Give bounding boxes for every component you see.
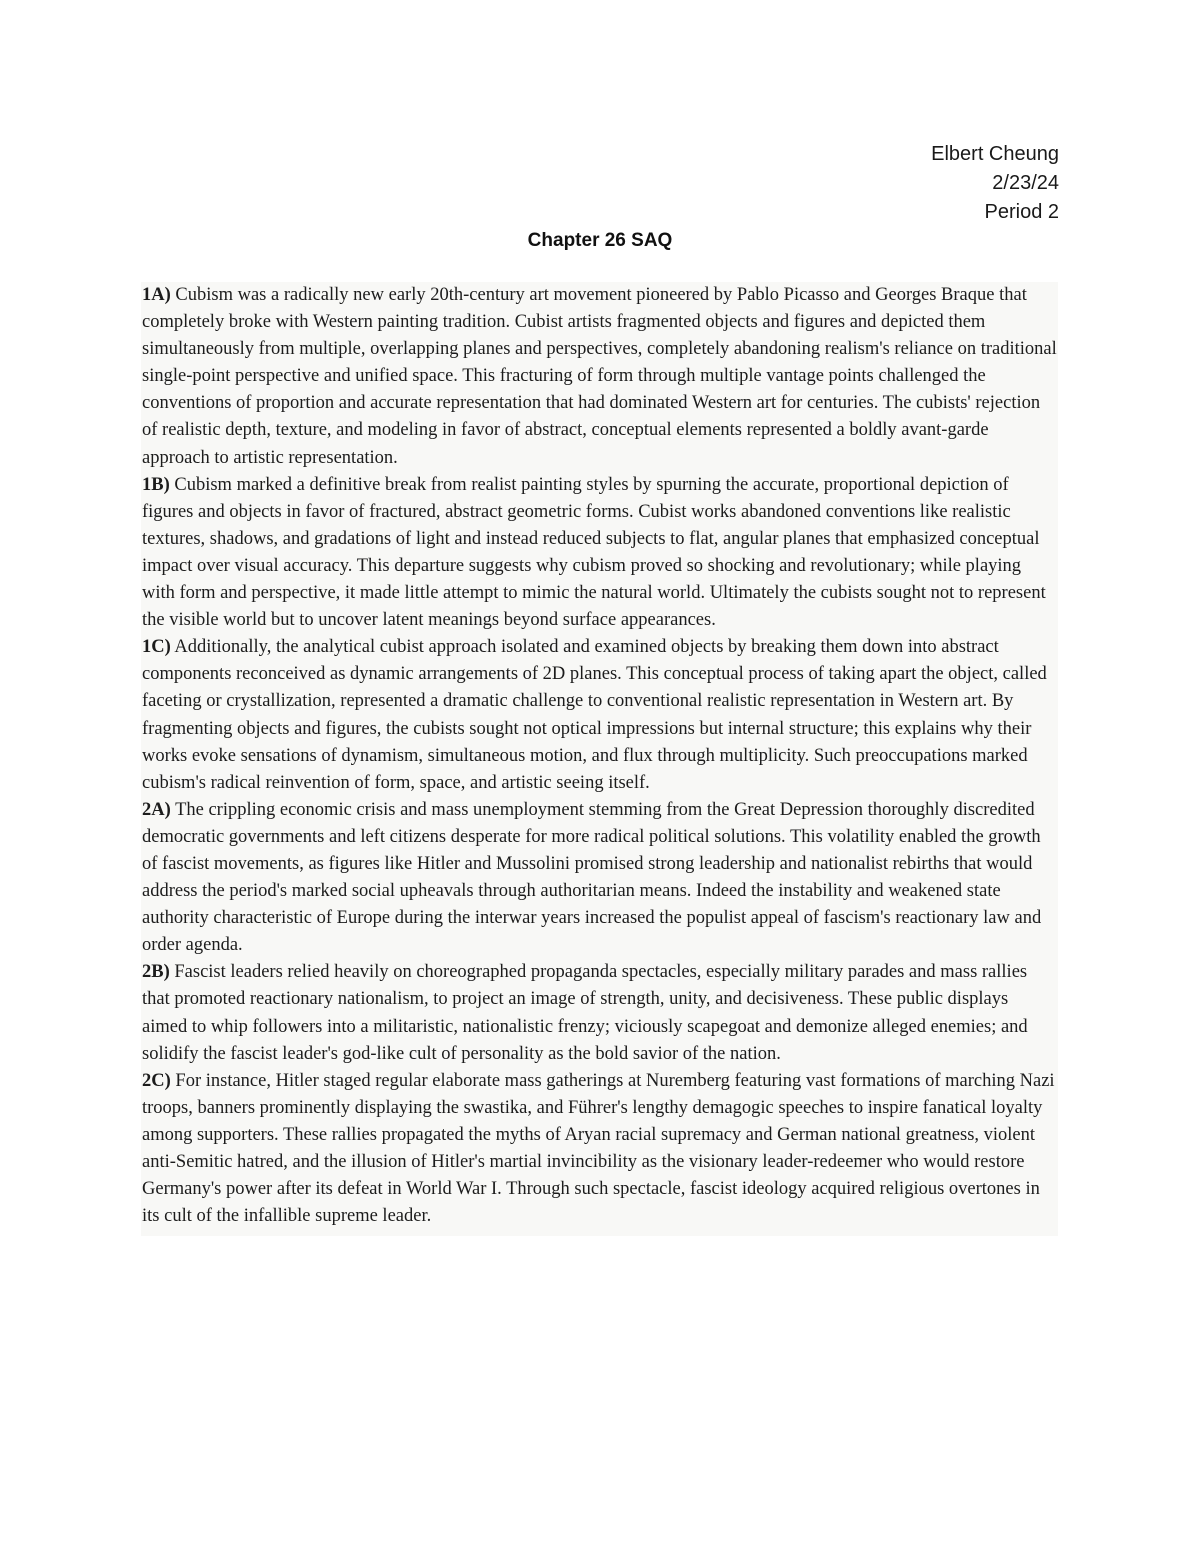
student-header <box>931 140 1059 227</box>
answer-text: Cubism marked a definitive break from realist painting styles by spurning the accurate, proportional depiction of figures and objects in favor of fractured, abstract geometric forms. Cubist works abandoned conventions like realistic textures, shadows, and gradations of light and instead reduced subjects to flat, angular planes that emphasized conceptual impact over visual accuracy. This departure suggests why cubism proved so shocking and revolutionary; while playing with form and perspective, it made little attempt to mimic the natural world. Ultimately the cubists sought not to represent the visible world but to uncover latent meanings beyond surface appearances. <box>142 474 1046 631</box>
answer-label: 1A) <box>142 285 171 305</box>
answer-label: 1B) <box>142 474 170 495</box>
assignment-date: 2/23/24 <box>992 172 1059 194</box>
answer-1a <box>141 282 1058 472</box>
student-name: Elbert Cheung <box>931 143 1059 165</box>
answer-2a <box>141 797 1058 960</box>
answer-text: For instance, Hitler staged regular elaborate mass gatherings at Nuremberg featuring vast formations of marching Nazi troops, banners prominently displaying the swastika, and Führer's lengthy demagogic speeches to inspire fanatical loyalty among supporters. These rallies propagated the myths of Aryan racial supremacy and German national greatness, violent anti-Semitic hatred, and the illusion of Hitler's martial invincibility as the visionary leader-redeemer who would restore Germany's power after its defeat in World War I. Through such spectacle, fascist ideology acquired religious overtones in its cult of the infallible supreme leader. <box>142 1070 1055 1227</box>
answer-label: 2C) <box>142 1070 171 1091</box>
answer-2c <box>141 1068 1058 1231</box>
answer-text: The crippling economic crisis and mass unemployment stemming from the Great Depression thoroughly discredited democratic governments and left citizens desperate for more radical political solutions. This volatility enabled the growth of fascist movements, as figures like Hitler and Mussolini promised strong leadership and nationalist rebirths that would address the period's marked social upheavals through authoritarian means. Indeed the instability and weakened state authority characteristic of Europe during the interwar years increased the populist appeal of fascism's reactionary law and order agenda. <box>142 799 1042 956</box>
answer-label: 1C) <box>142 637 171 658</box>
answer-label: 2B) <box>142 962 170 983</box>
answers-block <box>141 282 1058 1236</box>
answer-1b <box>141 472 1058 635</box>
answer-text: Fascist leaders relied heavily on choreographed propaganda spectacles, especially military parades and mass rallies that promoted reactionary nationalism, to project an image of strength, unity, and decisiveness. These public displays aimed to whip followers into a militaristic, nationalistic frenzy; viciously scapegoat and demonize alleged enemies; and solidify the fascist leader's god-like cult of personality as the bold savior of the nation. <box>142 962 1028 1064</box>
answer-text: Additionally, the analytical cubist approach isolated and examined objects by breaking them down into abstract components reconceived as dynamic arrangements of 2D planes. This conceptual process of taking apart the object, called faceting or crystallization, represented a dramatic challenge to conventional realistic representation in Western art. By fragmenting objects and figures, the cubists sought not optical impressions but internal structure; this explains why their works evoke sensations of dynamism, simultaneous motion, and flux through multiplicity. Such preoccupations marked cubism's radical reinvention of form, space, and artistic seeing itself. <box>142 637 1047 793</box>
class-period: Period 2 <box>984 201 1059 223</box>
answer-text: Cubism was a radically new early 20th-century art movement pioneered by Pablo Picasso and Georges Braque that completely broke with Western painting tradition. Cubist artists fragmented objects and figures and depicted them simultaneously from multiple, overlapping planes and perspectives, completely abandoning realism's reliance on traditional single-point perspective and unified space. This fracturing of form through multiple vantage points challenged the conventions of proportion and accurate representation that had dominated Western art for centuries. The cubists' rejection of realistic depth, texture, and modeling in favor of abstract, conceptual elements represented a boldly avant-garde approach to artistic representation. <box>142 285 1057 468</box>
answer-label: 2A) <box>142 799 171 820</box>
answer-2b <box>141 959 1058 1067</box>
answer-1c <box>141 634 1058 797</box>
document-title: Chapter 26 SAQ <box>527 230 673 251</box>
